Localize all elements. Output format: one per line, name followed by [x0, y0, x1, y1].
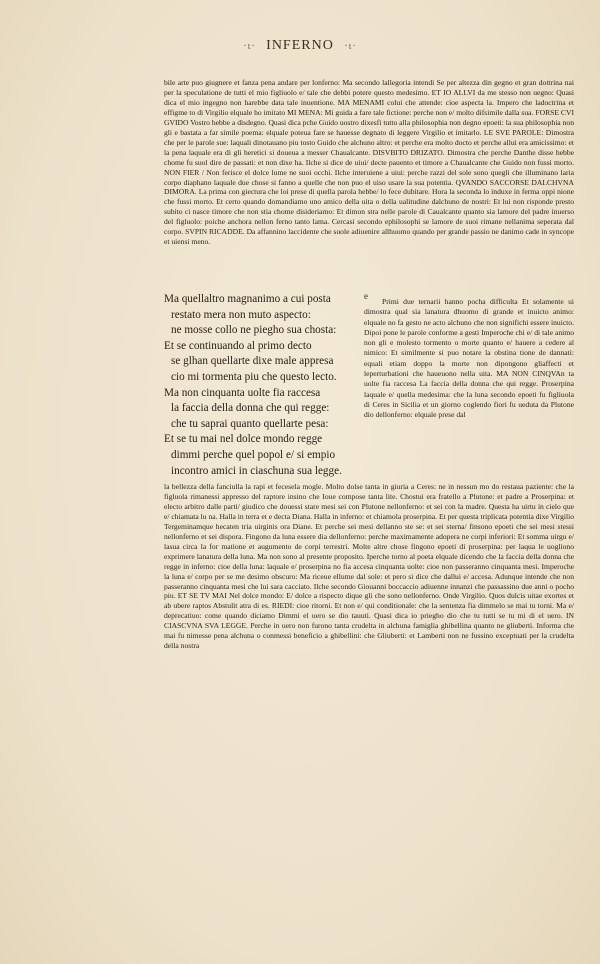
verse-line: che tu saprai quanto quellarte pesa:	[171, 417, 329, 430]
verse-line: ne mosse collo ne piegho sua chosta:	[171, 324, 337, 337]
commentary-top	[164, 78, 574, 247]
commentary-right	[364, 297, 574, 421]
verse-line: Et se tu mai nel dolce mondo regge	[164, 433, 323, 446]
header-ornament-left: ·ι·	[243, 41, 256, 52]
verse-line: restato mera non muto aspecto:	[171, 308, 311, 321]
page-header	[0, 38, 600, 54]
verse-line: Ma quellaltro magnanimo a cui posta	[164, 293, 331, 305]
verse-line: la faccia della donna che qui regge:	[171, 402, 330, 415]
verse-line: Ma non cinquanta uolte fia raccesa	[164, 386, 321, 399]
verse-line: se glhan quellarte dixe male appresa	[171, 355, 334, 368]
verse-line: dimmi perche quel popol e/ si empio	[171, 448, 336, 461]
commentary-bottom-text: la bellezza della fanciulla la rapi et fecesela mogle. Molto dolse tanta in giuria a Ceres: ne in nessun mo do restaua paziente: che la figluola rimanessi appresso del raptore insino che Ioue compose tanta lite. Chostui era fratello a Plutone: et padre a Proserpina: et electo arbitro dalle parti/ giudico che douessi stare mesi sei con Plutone nellonferno: et sei con la madre. Questa ha uirtu in cielo que e/ chiamata lu na. Halla in terra et e decta Diana. Halla in inferno: et chiamola proserpina. Et per questa triplicata potentia dixe Virgilio Tergeminamque hecaten tria uirginis ora Diane. Et perche sei mesi dellanno ste se: et sei sterna/ finsono epoeti che sei mesi stessi nellonferno et sei dispora. Fingono da luna essere dia dellonferno: perche maximamente adopera ne corpi inferiori: Et somma uirgu e/ lasua circa la for matione et augumento de corpi terrestri. Molte altre chose fingono epoeti di proserpina: per laqua le uogliono exprimere lanatura della luna. Ma non sono al presente proposito. Iperche torno al poeta elquale dicendo che la faccia della donna che regge in inferno: cioe della luna: laquale e/ proserpina no fia accesa cinquanta uolte: cioe non passeranno cinquanta mesi. Imperoche la luna e/ corpo per se me desimo obscuro: Ma riceue ellume dal sole: et pero si dice che dallui e/ accesa. Adunque intende che non passeranno cinquanta mesi che lui sara cacciato. Ilche secondo Giouanni boccaccio adiuenne innanzi che passassino due anni o pocho piu. ET SE TV MAI Nel dolce mondo: E/ dolce a rispecto dique gli che sono nellonferno. Onde Virgilio. Quos dulcis uitae exortes et ab ubere raptos Abstulit atra di es. RIEDI: cioe ritorni. Et non e/ qui conditionale: che la sentenza fia dimmelo se mai tu torni. Ma e/ deprecatiuo: come quando diciamo Dimmi el uero se dio tauuti. Quasi dica io priegho dio che tu tutti se tu mi di el uero. IN CIASCVNA SVA LEGGE. Perche in uero non furono tanta crudelta in alchuna famiglia ghibellina quanto ne gliuberti. Informa che mai fu nimesse pena alchuna o conmessi beneficio a ghibellini: che Gliuberti: et Lamberti non ne fussino exceptuati per la crudelta della nostra	[164, 482, 575, 651]
commentary-bottom	[164, 482, 574, 651]
gloss-marker-letter: e	[364, 291, 368, 301]
commentary-right-text: Primi due ternarii hanno pocha difficulta Et solamente ui dimostra qual sia lanatura dhuomo di grande et inuicto animo: elquale no fa gesto ne acto alchuno che non significhi essere inuicto. Dipoi pone le parole conforme a gesti Imperoche chi e/ di tale animo non gli e molesto tormento o morte quanto e/ hauere a cedere al nimico: Et similmente si puo notare la obstina tione de dannati: equali etiam doppo la morte non dipongono gliaffecti et leperturbationi che haueuono nella uita. MA NON CINQVAn ta uolte fia raccesa La faccia della donna che qui regge. Proserpina laquale e/ quella medesima: che la luna secondo epoeti fu figliuola di Ceres in Sicilia et un giorno coglendo fiori fu ueduta da Plutone dio dellonferno: elquale prese dal	[364, 297, 574, 420]
verse-block	[164, 292, 360, 479]
commentary-top-text: bile arte puo giugnere et fanza pena andare per lonferno: Ma secondo lallegoria intendi Se per altezza din gegno et gran dottrina nai per la speculatione de tutti el mio figliuolo e/ tale che debbi potere questo medesimo. ET IO ALLVI da me stesso non uegno: Quasi dica el mio ingegno non harebbe data tale inuentione. MA MENAMI colui che attende: cioe aspecta la. Impero che ladoctrina et effigme to di Virgilio elquale ho imitato MI MENA: Mi guida a fare tale fictione: perche non e/ molto difsimile dalla sua. FORSE CVI GVIDO Vostro hebbe a disdegno. Quasi dica pche Guido uostro dixesfi tutto alla philosophia non degno epoeti: la sua philosophia non gli e bastata a far simile poema: elquale poteua fare se hauesse degnato di leggere Virgilio et imitarlo. LE SVE PAROLE: Dimostra che per le parole sue: laquali dinotauano piu tosto Guido che alchuno altro: et perche era molto docto et perche allui era amicissimo: et la pena laquale era di gli heretici si doueua a messer Chaualcante. DISVBITO DRIZATO. Dimostra che perche Danthe disse hebbe chome fu suol dire de passati: et non dixe ha. Ilche si dice de uiui/ decte pauento et timore a Chaualcante che Guido non fussi morto. NON FIER / Non ferisce el dolce lume ne suoi occhi. Ilche interuiene a uiui: perche razzi del sole sono quegli che illuminano laria corpo diaphano laquale due chose si fanno a quelle che non puo el uiso usare la sua potentia. QVANDO SACCORSE DALCHVNA DIMORA. La prima con giectura che loi prese di quella parola hebbe/ lo fece dubitare. Hora la seconda lo induxe in ferma oppi nione che fussi morto. Et certo quando domandiamo uno amico della uita o della ualitudine dalchuno de nostri: Et lui non risponde presto subito ci nasce timore che non stia chome disideriamo: Et dimon stra nelle parole di Caualcante quanto sia lamore del padre inuerso del figluolo: poiche anchora nellon ferno tanto lama. Cercasi secondo ephilosophi se lamore de suoi rimane nellanima seperata dal corpo. SVPIN RICADDE. Da affannino laccidente che suole adiuenire allhuomo quando per grande passio ne danimo cade in syncope et uiensi meno.	[164, 78, 574, 247]
verse-line: cio mi tormenta piu che questo lecto.	[171, 370, 337, 383]
page-title: INFERNO	[266, 38, 334, 53]
header-ornament-right: ·ι·	[344, 41, 357, 52]
verse-line: Et se continuando al primo decto	[164, 339, 312, 352]
verse-line: incontro amici in ciaschuna sua legge.	[171, 464, 342, 477]
